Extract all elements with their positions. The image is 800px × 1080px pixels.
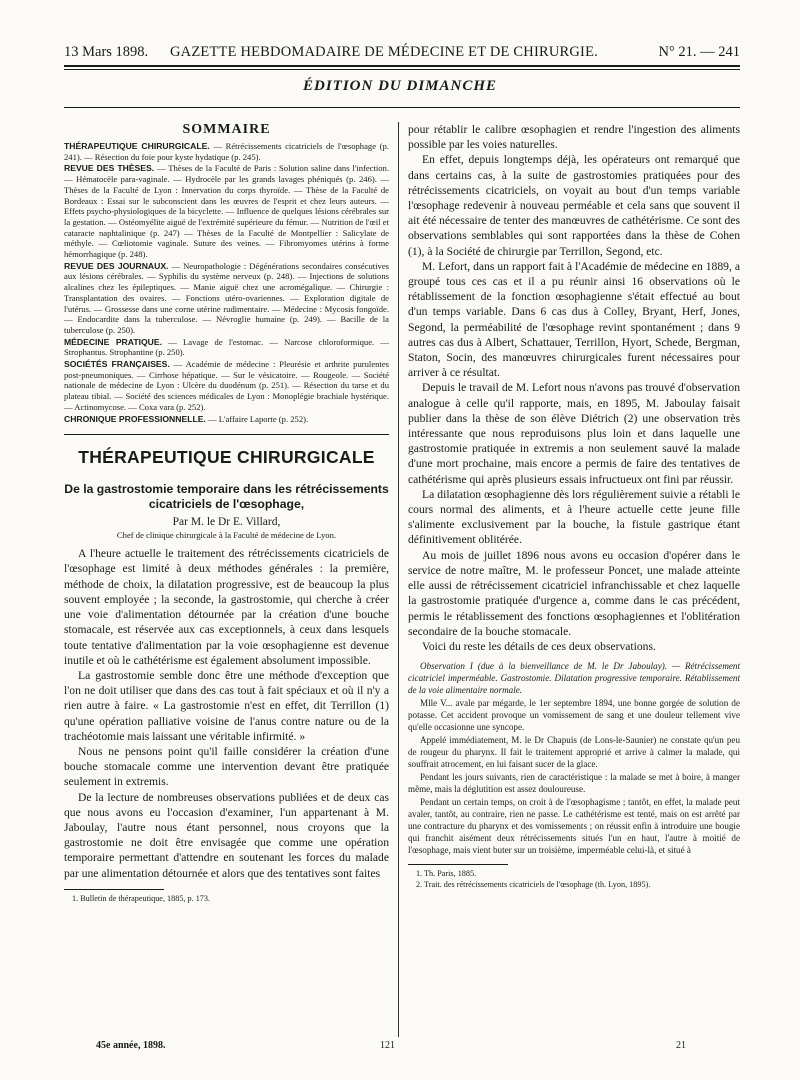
article-title: De la gastrostomie temporaire dans les rétrécissements cicatriciels de l'œsophage, — [64, 482, 389, 512]
left-column — [64, 122, 389, 904]
footnote: 2. Trait. des rétrécissements cicatriciels de l'œsophage (th. Lyon, 1895). — [416, 879, 651, 889]
sommaire-entry: CHRONIQUE PROFESSIONNELLE. — L'affaire Laporte (p. 252). — [64, 413, 309, 424]
header-rule-thin — [64, 69, 740, 70]
sommaire-entry: REVUE DES THÈSES. — Thèses de la Faculté de Paris : Solution saline dans l'infection. — Hématocèle para-vaginale. — Hydrocèle par les grands lavages phéniqués (p. 246). — Thèses de la Faculté de Lyon : Innervation du corps thyroïde. — Thèse de la Faculté de Bordeaux : Essai sur le subconscient dans les œuvres de l'esprit et chez leurs auteurs. — Effets psycho-physiologiques de la bicyclette. — Influence de quelques lésions cérébrales sur la gestation. — Ostéomyélite aiguë de l'extrémité supérieure du fémur. — Nutrition de l'œil et cataracte naphtalinique (p. 247) — Thèses de la Faculté de Montpellier : Salicylate de méthyle. — Cœliotomie vaginale. Suture des veines. — Fibromyomes utérins à forme hémorrhagique (p. 248). — [64, 163, 390, 260]
sommaire-entry: MÉDECINE PRATIQUE. — Lavage de l'estomac. — Narcose chloroformique. — Strophantus. Strophantine (p. 250). — [64, 336, 389, 358]
paragraph: Nous ne pensons point qu'il faille considérer la création d'une bouche stomacale comme une intervention devant être pratiquée seulement in extremis. — [64, 744, 389, 789]
edition-rule — [64, 107, 740, 108]
footnote-rule — [408, 864, 508, 865]
footer-page-right: 21 — [676, 1040, 686, 1051]
observation-paragraph: Pendant un certain temps, on croit à de l'œsophagisme ; tantôt, en effet, la malade peut avaler, tantôt, au contraire, rien ne passe. Le cathétérisme est tenté, mais on est arrêté par une contracture du pharynx et des vomissements ; on réussit enfin à introduire une bougie qui franchit aisément deux rétrécissements situés l'un en haut, l'autre à moitié de l'œsophage, mais vient buter sur un troisième, imperméable celui-là, et situé à — [408, 797, 740, 856]
paragraph: Voici du reste les détails de ces deux observations. — [422, 639, 656, 653]
sommaire-entry: REVUE DES JOURNAUX. — Neuropathologie : Dégénérations secondaires consécutives aux lésions cérébrales. — Syphilis du système nerveux (p. 248). — Injections de solutions alcalines chez les épileptiques. — Manie aiguë chez une acromégalique. — Chirurgie : Transplantation des ovaires. — Fonctions utéro-ovariennes. — Exploration digitale de l'utérus. — Grossesse dans une corne utérine rudimentaire. — Médecine : Mycosis fongoïde. — Endocardite dans la tuberculose. — Névroglie humaine (p. 249). — Bacille de la tuberculose (p. 250). — [64, 260, 389, 335]
observation-block — [408, 660, 740, 856]
journal-title: GAZETTE HEBDOMADAIRE DE MÉDECINE ET DE CHIRURGIE. — [170, 44, 598, 60]
observation-paragraph: Appelé immédiatement, M. le Dr Chapuis (de Lons-le-Saunier) ne constate qu'un peu de rougeur du pharynx. Il fait le traitement approprié et arrive à calmer la malade, qui souffrait atrocement, en lui faisant sucer de la glace. — [408, 735, 740, 770]
paragraph: La dilatation œsophagienne dès lors régulièrement suivie a rétabli le cours normal des aliments, et à l'heure actuelle cette jeune fille s'alimente exclusivement par la bouche, la fistule gastrique étant définitivement oblitérée. — [408, 487, 740, 547]
footer-page-center: 121 — [380, 1040, 395, 1051]
article-body-left — [64, 546, 389, 880]
footnote-rule — [64, 889, 164, 890]
paragraph: De la lecture de nombreuses observations publiées et de deux cas que nous avons eu l'occasion d'examiner, l'un appartenant à M. Jaboulay, l'autre nous étant personnel, nous croyons que la gastrostomie ne doit être envisagée que comme une opération temporaire permettant d'attendre en soutenant les forces du malade par une alimentation détournée et alors que des tentatives sont faites — [64, 790, 389, 880]
paragraph: La gastrostomie semble donc être une méthode d'exception que l'on ne doit utiliser que dans des cas tout à fait spéciaux et où il n'y a rien autre à faire. « La gastrostomie n'est en effet, dit Terrillon (1) qu'une opération palliative voisine de l'anus contre nature ou de la trachéotomie mais laissant une véritable infirmité. » — [64, 668, 389, 743]
header-rule — [64, 65, 740, 67]
footnote: 1. Th. Paris, 1885. — [416, 869, 477, 879]
paragraph: En effet, depuis longtemps déjà, les opérateurs ont remarqué que dans certains cas, à la suite de gastrostomies pratiquées pour des rétrécissements cicatriciels, on voyait au bout d'un temps variable l'œsophage redevenir à nouveau perméable et cela sans que souvent il ait été nécessaire de tenter des manœuvres de cathétérisme. Ce sont des observations semblables qui sont rapportées dans la thèse de Cohen (1), à la Société de chirurgie par Terrillon, Segond, etc. — [408, 153, 740, 258]
sommaire-title: SOMMAIRE — [182, 122, 271, 137]
paragraph: pour rétablir le calibre œsophagien et rendre l'ingestion des aliments possible par les voies naturelles. — [408, 123, 740, 152]
sommaire — [64, 141, 389, 424]
article-author: Par M. le Dr E. Villard, — [172, 516, 281, 529]
footnote: 1. Bulletin de thérapeutique, 1885, p. 173. — [72, 893, 211, 903]
paragraph: A l'heure actuelle le traitement des rétrécissements cicatriciels de l'œsophage est limité à deux méthodes générales : la première, méthode de choix, la dilatation progressive, est de beaucoup la plus souvent employée ; la seconde, la gastrostomie, qui cherche à créer une voie d'alimentation détournée par la création d'une bouche stomacale, est réservée aux cas exceptionnels, à ceux dans lesquels toute tentative d'alimentation par la voie œsophagienne est devenue inutile et où le cathétérisme est également absolument impossible. — [64, 547, 389, 667]
author-affiliation: Chef de clinique chirurgicale à la Faculté de médecine de Lyon. — [116, 530, 337, 541]
issue-number: N° 21. — 241 — [658, 44, 740, 60]
paragraph: Depuis le travail de M. Lefort nous n'avons pas trouvé d'observation analogue à celle qu'il rapporte, mais, en 1895, M. Jaboulay faisait publier dans la thèse de son élève Diétrich (2) une observation très intéressante que nous reproduisons plus loin et dans laquelle une gastrostomie pratiquée in extremis a non seulement sauvé la malade d'une mort prochaine, mais encore a permis de faire des tentatives de cathétérisme qui après plusieurs essais infructueux ont fini par réussir. — [408, 381, 740, 486]
article-body-right — [408, 122, 740, 654]
issue-date: 13 Mars 1898. — [64, 44, 149, 60]
edition-banner: ÉDITION DU DIMANCHE — [302, 78, 498, 94]
right-column — [408, 122, 740, 890]
column-divider — [398, 122, 399, 1037]
section-title: THÉRAPEUTIQUE CHIRURGICALE — [78, 447, 375, 468]
section-separator — [64, 434, 389, 435]
sommaire-entry: THÉRAPEUTIQUE CHIRURGICALE. — Rétrécissements cicatriciels de l'œsophage (p. 241). — Résection du foie pour kyste hydatique (p. 245). — [64, 141, 389, 162]
footer-year: 45e année, 1898. — [96, 1040, 166, 1051]
observation-paragraph: Mlle V... avale par mégarde, le 1er septembre 1894, une bonne gorgée de solution de potasse. Cet accident provoque un vomissement de sang et une douleur tellement vive qu'elle occasionne une syncope. — [408, 698, 740, 733]
observation-paragraph: Pendant les jours suivants, rien de caractéristique : la malade se met à boire, à manger même, mais la déglutition est assez douloureuse. — [408, 772, 740, 795]
paragraph: M. Lefort, dans un rapport fait à l'Académie de médecine en 1889, a groupé tous ces cas et il a pu réunir ainsi 16 observations où le rétablissement de la fonction œsophagienne s'était effectué au bout d'un temps variable. Dans 6 cas dus à Colley, Bryant, Herf, Jones, Segond, la perméabilité de l'œsophage revint spontanément ; dans 9 autres cas dus à Albert, Schattauer, Terrillon, Hyort, Schede, Bergman, Staton, Socin, des manœuvres chirurgicales furent nécessaires pour arriver à ce résultat. — [408, 259, 740, 380]
paragraph: Au mois de juillet 1896 nous avons eu occasion d'opérer dans le service de notre maître, M. le professeur Poncet, une malade atteinte elle aussi de rétrécissement cicatriciel infranchissable et chez laquelle la gastrostomie pratiquée d'urgence a, comme dans le cas précédent, permis le rétablissement des fonctions œsophagiennes et l'oblitération secondaire de la bouche stomacale. — [408, 548, 740, 638]
observation-heading: Observation I (due à la bienveillance de M. le Dr Jaboulay). — Rétrécissement cicatriciel imperméable. Gastrostomie. Dilatation progressive temporaire. Rétablissement de la voie alimentaire normale. — [408, 661, 740, 696]
sommaire-entry: SOCIÉTÉS FRANÇAISES. — Académie de médecine : Pleurésie et arthrite purulentes post-pneumoniques. — Cirrhose hépatique. — Sur le vésicatoire. — Rougeole. — Société nationale de médecine de Lyon : Ulcère du duodénum (p. 251). — Résection du tarse et du plateau tibial. — Société des sciences médicales de Lyon : Monoplégie brachiale hystérique. — Actinomycose. — Coxa vara (p. 252). — [64, 359, 389, 412]
